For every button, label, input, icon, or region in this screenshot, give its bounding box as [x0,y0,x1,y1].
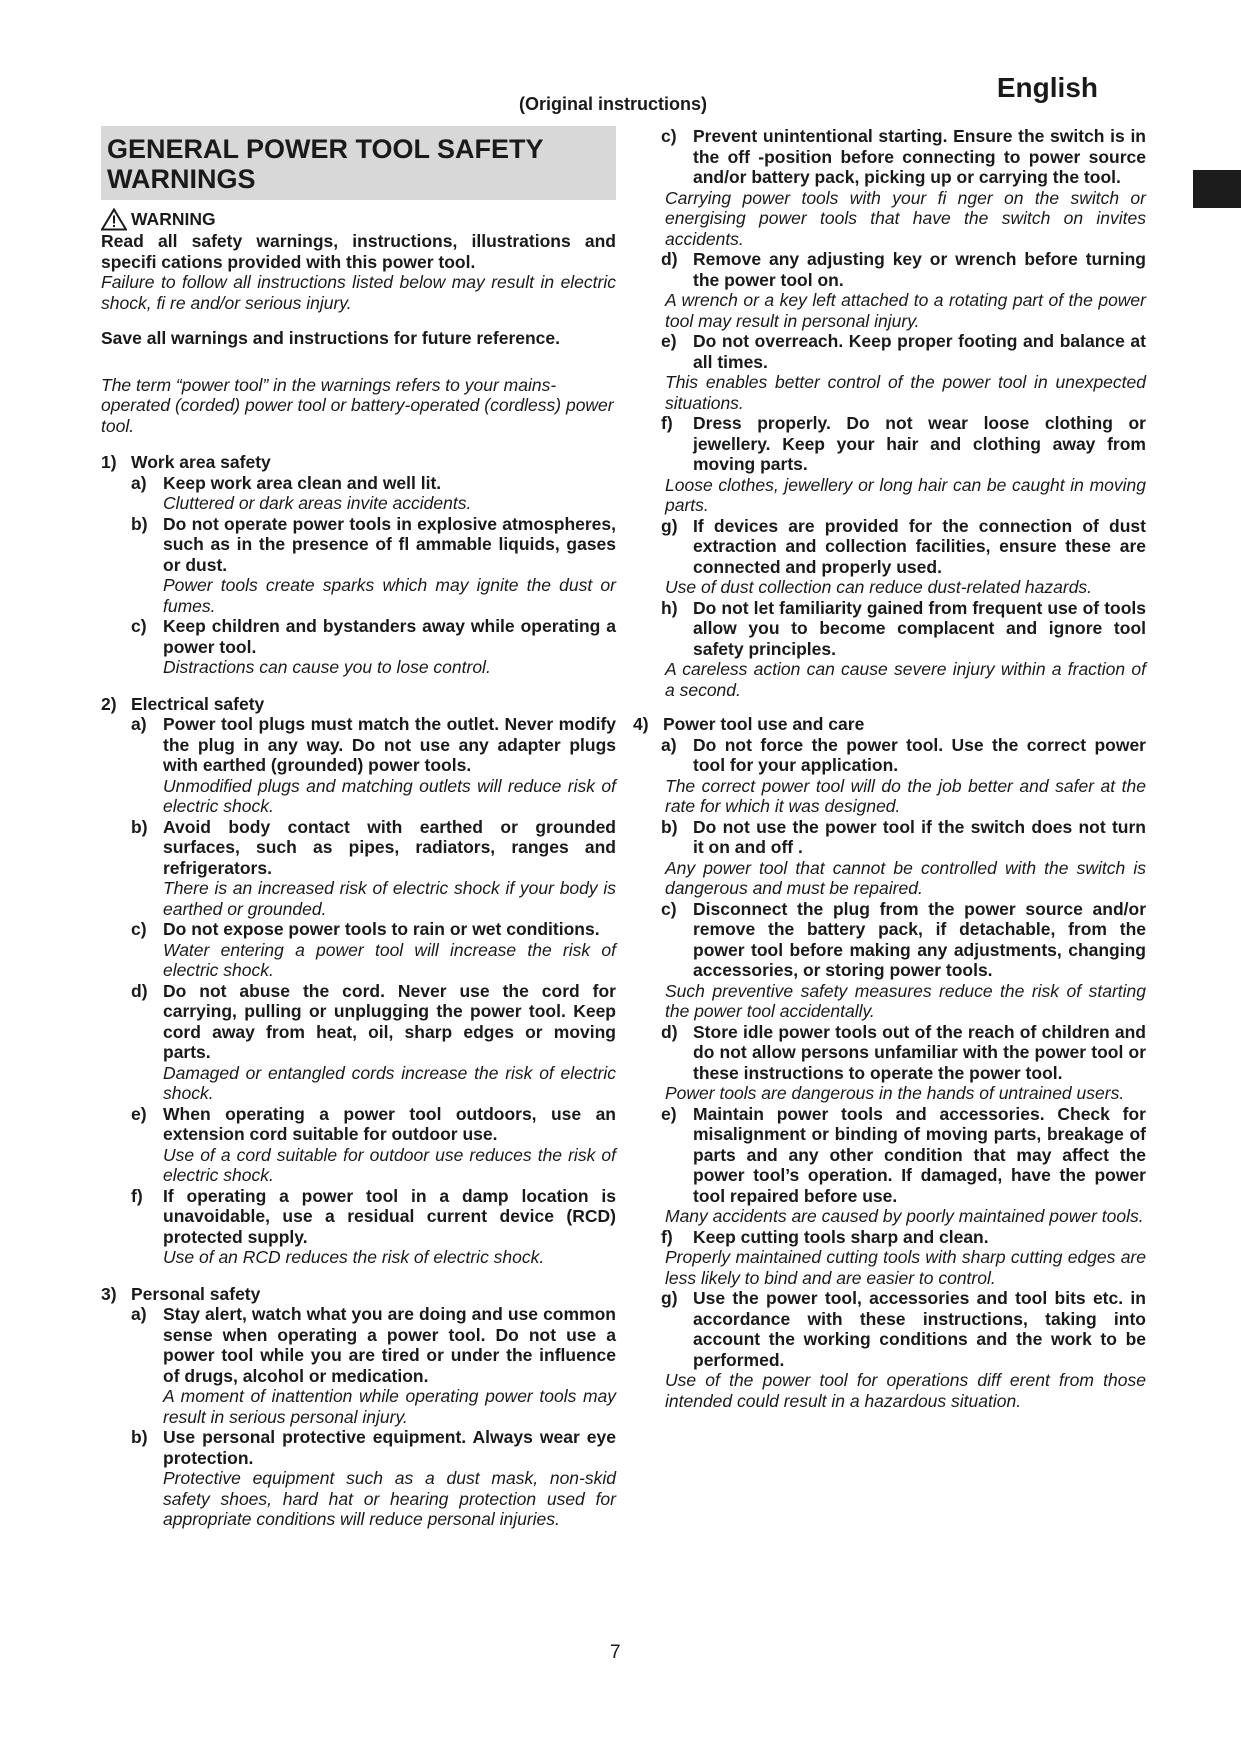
right-column [633,126,1146,1411]
item-explanation: Many accidents are caused by poorly maintained power tools. [665,1206,1144,1226]
item-letter: h) [661,597,678,618]
item-explanation: Damaged or entangled cords increase the risk of electric shock. [163,1062,616,1103]
page-number: 7 [610,1642,621,1663]
list-item [661,735,1146,776]
item-letter: a) [131,1304,147,1324]
warning-italic-text: Failure to follow all instructions listed below may result in electric shock, fi re and/or serious injury. [101,272,616,313]
item-explanation: Use of an RCD reduces the risk of electric shock. [163,1247,545,1267]
language-label: English [996,72,1098,103]
list-item [661,249,1146,290]
item-letter: c) [131,616,147,636]
item-letter: g) [661,1288,678,1308]
item-instruction: When operating a power tool outdoors, use an extension cord suitable for outdoor use. [163,1103,616,1144]
term-definition-text: The term “power tool” in the warnings refers to your mains-operated (corded) power tool or battery-operated (cordless) power tool. [101,374,614,436]
list-item [131,981,616,1063]
item-explanation: A careless action can cause severe injury within a fraction of a second. [665,659,1146,700]
section-number: 3) [101,1283,117,1304]
list-item [131,1186,616,1248]
list-item [131,919,616,940]
section-4-items [633,735,1146,1412]
item-explanation: Cluttered or dark areas invite accidents. [163,493,472,513]
section-heading: 4) Power tool use and care [633,714,865,734]
item-letter: b) [131,1427,148,1447]
save-instructions-text: Save all warnings and instructions for future reference. [101,328,561,348]
section-number: 1) [101,452,117,472]
list-item [131,714,616,776]
item-letter: c) [131,919,147,939]
list-item [661,1227,1146,1248]
list-item [131,1427,616,1468]
item-instruction: Do not operate power tools in explosive atmospheres, such as in the presence of fl ammable liquids, gases or dust. [163,513,616,575]
item-letter: c) [661,126,677,146]
warning-heading [101,208,616,231]
item-instruction: If operating a power tool in a damp location is unavoidable, use a residual current device (RCD) protected supply. [163,1185,616,1247]
item-letter: e) [661,1103,677,1124]
item-letter: f) [661,1226,673,1247]
item-instruction: Keep children and bystanders away while operating a power tool. [163,616,616,657]
list-item [661,598,1146,660]
list-item [661,1022,1146,1084]
list-item [661,817,1146,858]
list-item [661,1288,1146,1370]
list-item [131,473,616,494]
item-explanation: Properly maintained cutting tools with sharp cutting edges are less likely to bind and are easier to control. [665,1247,1146,1288]
item-letter: b) [131,816,148,837]
item-explanation: Loose clothes, jewellery or long hair can be caught in moving parts. [665,474,1146,515]
item-explanation: Power tools create sparks which may ignite the dust or fumes. [163,575,616,616]
item-instruction: Avoid body contact with earthed or grounded surfaces, such as pipes, radiators, ranges and refrigerators. [163,816,616,878]
list-item [131,1304,616,1386]
item-explanation: Water entering a power tool will increase the risk of electric shock. [163,939,616,980]
item-instruction: Use personal protective equipment. Always wear eye protection. [163,1427,616,1468]
item-letter: e) [661,331,677,351]
item-instruction: Power tool plugs must match the outlet. Never modify the plug in any way. Do not use any adapter plugs with earthed (grounded) power tools. [163,714,616,775]
item-instruction: Dress properly. Do not wear loose clothing or jewellery. Keep your hair and clothing away from moving parts. [693,413,1146,474]
item-letter: a) [131,472,147,493]
item-letter: d) [661,249,678,269]
item-letter: f) [661,413,673,433]
list-item [131,817,616,879]
list-item [661,1104,1146,1207]
item-explanation: A wrench or a key left attached to a rotating part of the power tool may result in personal injury. [665,290,1146,331]
section-heading [101,694,616,715]
section-heading [101,1284,616,1305]
item-instruction: Do not force the power tool. Use the correct power tool for your application. [693,734,1146,775]
section-title: Personal safety [131,1283,261,1304]
list-item [131,616,616,657]
list-item [661,126,1146,188]
item-explanation: Use of dust collection can reduce dust-related hazards. [665,577,1093,597]
item-letter: a) [131,714,147,734]
section-title: Electrical safety [131,693,265,714]
section-heading [101,452,616,473]
warning-triangle-icon [101,208,127,231]
item-instruction: If devices are provided for the connection of dust extraction and collection facilities, ensure these are connected and properly used. [693,515,1146,577]
original-instructions-label: (Original instructions) [519,94,708,114]
item-explanation: Use of a cord suitable for outdoor use reduces the risk of electric shock. [163,1144,616,1185]
item-instruction: Do not expose power tools to rain or wet conditions. [163,919,600,939]
page-title: GENERAL POWER TOOL SAFETY WARNINGS [101,126,616,200]
item-letter: f) [131,1185,143,1206]
item-instruction: Maintain power tools and accessories. Check for misalignment or binding of moving parts, breakage of parts and any other condition that may affect the power tool’s operation. If damaged, have the power tool repaired before use. [693,1103,1146,1206]
item-explanation: Carrying power tools with your fi nger on the switch or energising power tools that have the switch on invites accidents. [665,187,1146,249]
item-instruction: Prevent unintentional starting. Ensure the switch is in the off -position before connecting to power source and/or battery pack, picking up or carrying the tool. [693,126,1146,187]
item-letter: b) [131,513,148,534]
item-instruction: Disconnect the plug from the power source and/or remove the battery pack, if detachable, from the power tool before making any adjustments, changing accessories, or storing power tools. [693,898,1146,980]
left-column [101,126,616,1530]
left-sections [101,452,616,1530]
personal-safety-continued [633,126,1146,700]
list-item [131,514,616,576]
item-instruction: Stay alert, watch what you are doing and use common sense when operating a power tool. Do not use a power tool while you are tired or under the influence of drugs, alcohol or medication. [163,1304,616,1386]
list-item [131,1104,616,1145]
item-instruction: Do not use the power tool if the switch does not turn it on and off . [693,816,1146,857]
warning-label: WARNING [131,209,216,230]
item-instruction: Do not overreach. Keep proper footing and balance at all times. [693,331,1146,372]
list-item [661,899,1146,981]
item-explanation: Protective equipment such as a dust mask, non-skid safety shoes, hard hat or hearing protection used for appropriate conditions will reduce personal injuries. [163,1468,616,1529]
item-instruction: Remove any adjusting key or wrench before turning the power tool on. [693,249,1146,290]
item-instruction: Use the power tool, accessories and tool bits etc. in accordance with these instructions, taking into account the working conditions and the work to be performed. [693,1288,1146,1370]
item-letter: a) [661,734,677,755]
item-explanation: Any power tool that cannot be controlled with the switch is dangerous and must be repaired. [665,857,1146,898]
item-explanation: A moment of inattention while operating power tools may result in serious personal injury. [163,1386,616,1427]
item-instruction: Do not abuse the cord. Never use the cord for carrying, pulling or unplugging the power tool. Keep cord away from heat, oil, sharp edges or moving parts. [163,980,616,1062]
item-explanation: Distractions can cause you to lose control. [163,657,491,677]
list-item [661,413,1146,475]
item-instruction: Do not let familiarity gained from frequent use of tools allow you to become complacent and ignore tool safety principles. [693,597,1146,659]
list-item [661,331,1146,372]
section-title: Work area safety [131,452,271,472]
warning-bold-text: Read all safety warnings, instructions, illustrations and specifi cations provided with this power tool. [101,231,616,272]
item-explanation: Use of the power tool for operations diff erent from those intended could result in a hazardous situation. [665,1370,1146,1411]
item-letter: g) [661,515,678,536]
item-explanation: Power tools are dangerous in the hands of untrained users. [665,1083,1125,1103]
item-instruction: Keep cutting tools sharp and clean. [693,1226,989,1247]
item-instruction: Store idle power tools out of the reach of children and do not allow persons unfamiliar with the power tool or these instructions to operate the power tool. [693,1021,1146,1083]
item-letter: d) [131,980,148,1001]
item-letter: e) [131,1103,147,1124]
item-instruction: Keep work area clean and well lit. [163,472,442,493]
language-tab-marker [1193,170,1241,208]
item-explanation: There is an increased risk of electric shock if your body is earthed or grounded. [163,878,616,919]
item-explanation: The correct power tool will do the job better and safer at the rate for which it was designed. [665,775,1146,816]
item-explanation: This enables better control of the power tool in unexpected situations. [665,372,1146,413]
item-letter: b) [661,816,678,837]
item-letter: d) [661,1021,678,1042]
list-item [661,516,1146,578]
item-explanation: Such preventive safety measures reduce the risk of starting the power tool accidentally. [665,980,1146,1021]
section-number: 2) [101,693,117,714]
item-explanation: Unmodified plugs and matching outlets will reduce risk of electric shock. [163,775,616,816]
item-letter: c) [661,898,677,919]
